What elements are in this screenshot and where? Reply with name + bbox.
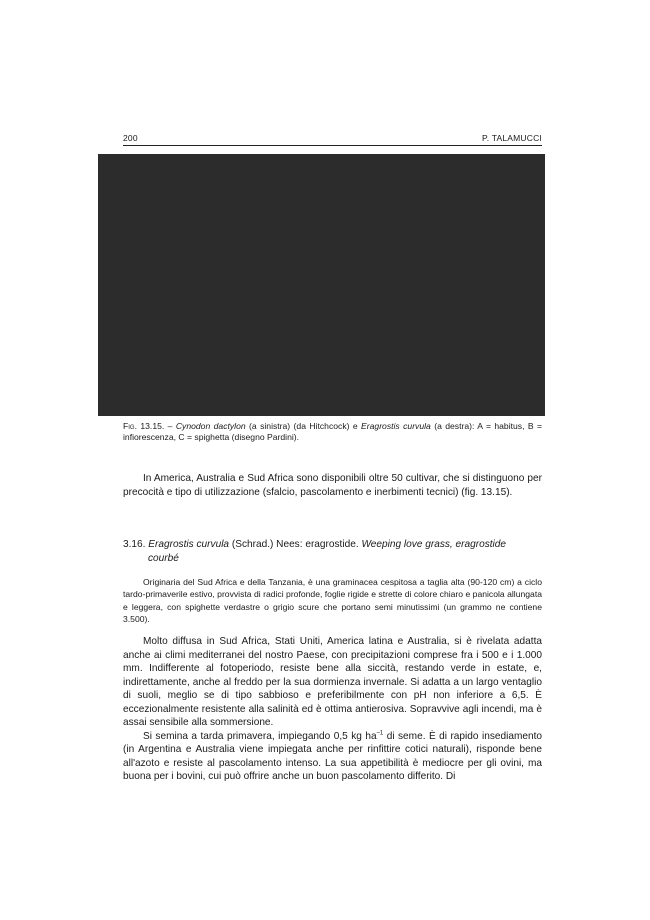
figure-image — [98, 154, 545, 416]
section-heading — [123, 538, 542, 565]
figure-caption — [123, 421, 542, 443]
paragraph-4-text-1: Si semina a tarda primavera, impiegando 0,5 kg ha — [143, 730, 377, 742]
caption-fig-label: Fig. — [123, 421, 137, 431]
section-number: 3.16. — [123, 539, 149, 550]
paragraph-4-superscript: –1 — [376, 730, 384, 737]
species-description: Originaria del Sud Africa e della Tanzania, è una graminacea cespitosa a taglia alta (90-120 cm) a ciclo tardo-primaverile estivo, provvista di radici profonde, foglie rigide e strette di colore chiaro e panicola allungata e leggera, con spighette verdastre o grigio scure che portano semi minutissimi (un grammo ne contiene 3.500). — [123, 577, 542, 624]
running-header — [123, 131, 542, 146]
section-common-names-cont: courbé — [148, 552, 179, 564]
caption-species-1: Cynodon dactylon — [175, 421, 246, 431]
caption-text-1: (a sinistra) (da Hitchcock) e — [245, 421, 362, 431]
page-number: 200 — [123, 133, 138, 143]
body-paragraph-3: Molto diffusa in Sud Africa, Stati Uniti, America latina e Australia, si è rivelata adatta anche ai climi mediterranei del nostro Paese, con precipitazioni comprese fra i 500 e i 1.000 mm. Indifferente al fotoperiodo, resiste bene alla siccità, restando verde in estate, e, indirettamente, anche al freddo per la sua dormienza invernale. Si adatta a un largo ventaglio di suoli, meglio se di tipo sabbioso e preferibilmente con pH non inferiore a 6,5. È eccezionalmente resistente alla salinità ed è ottima antierosiva. Sopravvive agli incendi, ma è assai sensibile alla sommersione. — [123, 636, 542, 728]
section-authority: (Schrad.) Nees: eragrostide. — [229, 539, 362, 550]
section-species: Eragrostis curvula — [148, 539, 230, 550]
running-author: P. TALAMUCCI — [481, 133, 542, 143]
caption-species-2: Eragrostis curvula — [361, 421, 431, 431]
caption-fig-number: 13.15. – — [136, 421, 176, 431]
section-common-names: Weeping love grass, eragrostide — [361, 539, 507, 550]
body-paragraph-1: In America, Australia e Sud Africa sono disponibili oltre 50 cultivar, che si distinguono per precocità e tipo di utilizzazione (sfalcio, pascolamento e inerbimenti tecnici) (fig. 13.15). — [123, 473, 542, 498]
body-paragraph-4 — [123, 730, 542, 784]
caption-text-2: (a destra): A = habitus, B = infiorescenza, C = spighetta (disegno Pardini). — [123, 421, 542, 442]
body-text-block — [123, 635, 542, 784]
paragraph-4-text-2: di seme. È di rapido insediamento (in Argentina e Australia viene impiegata anche per rinfittire cotici naturali), risponde bene all'azoto e resiste al pascolamento intenso. La sua appetibilità è mediocre per gli ovini, ma buona per i bovini, cui può offrire anche un buon pascolamento differito. Di — [123, 730, 543, 782]
